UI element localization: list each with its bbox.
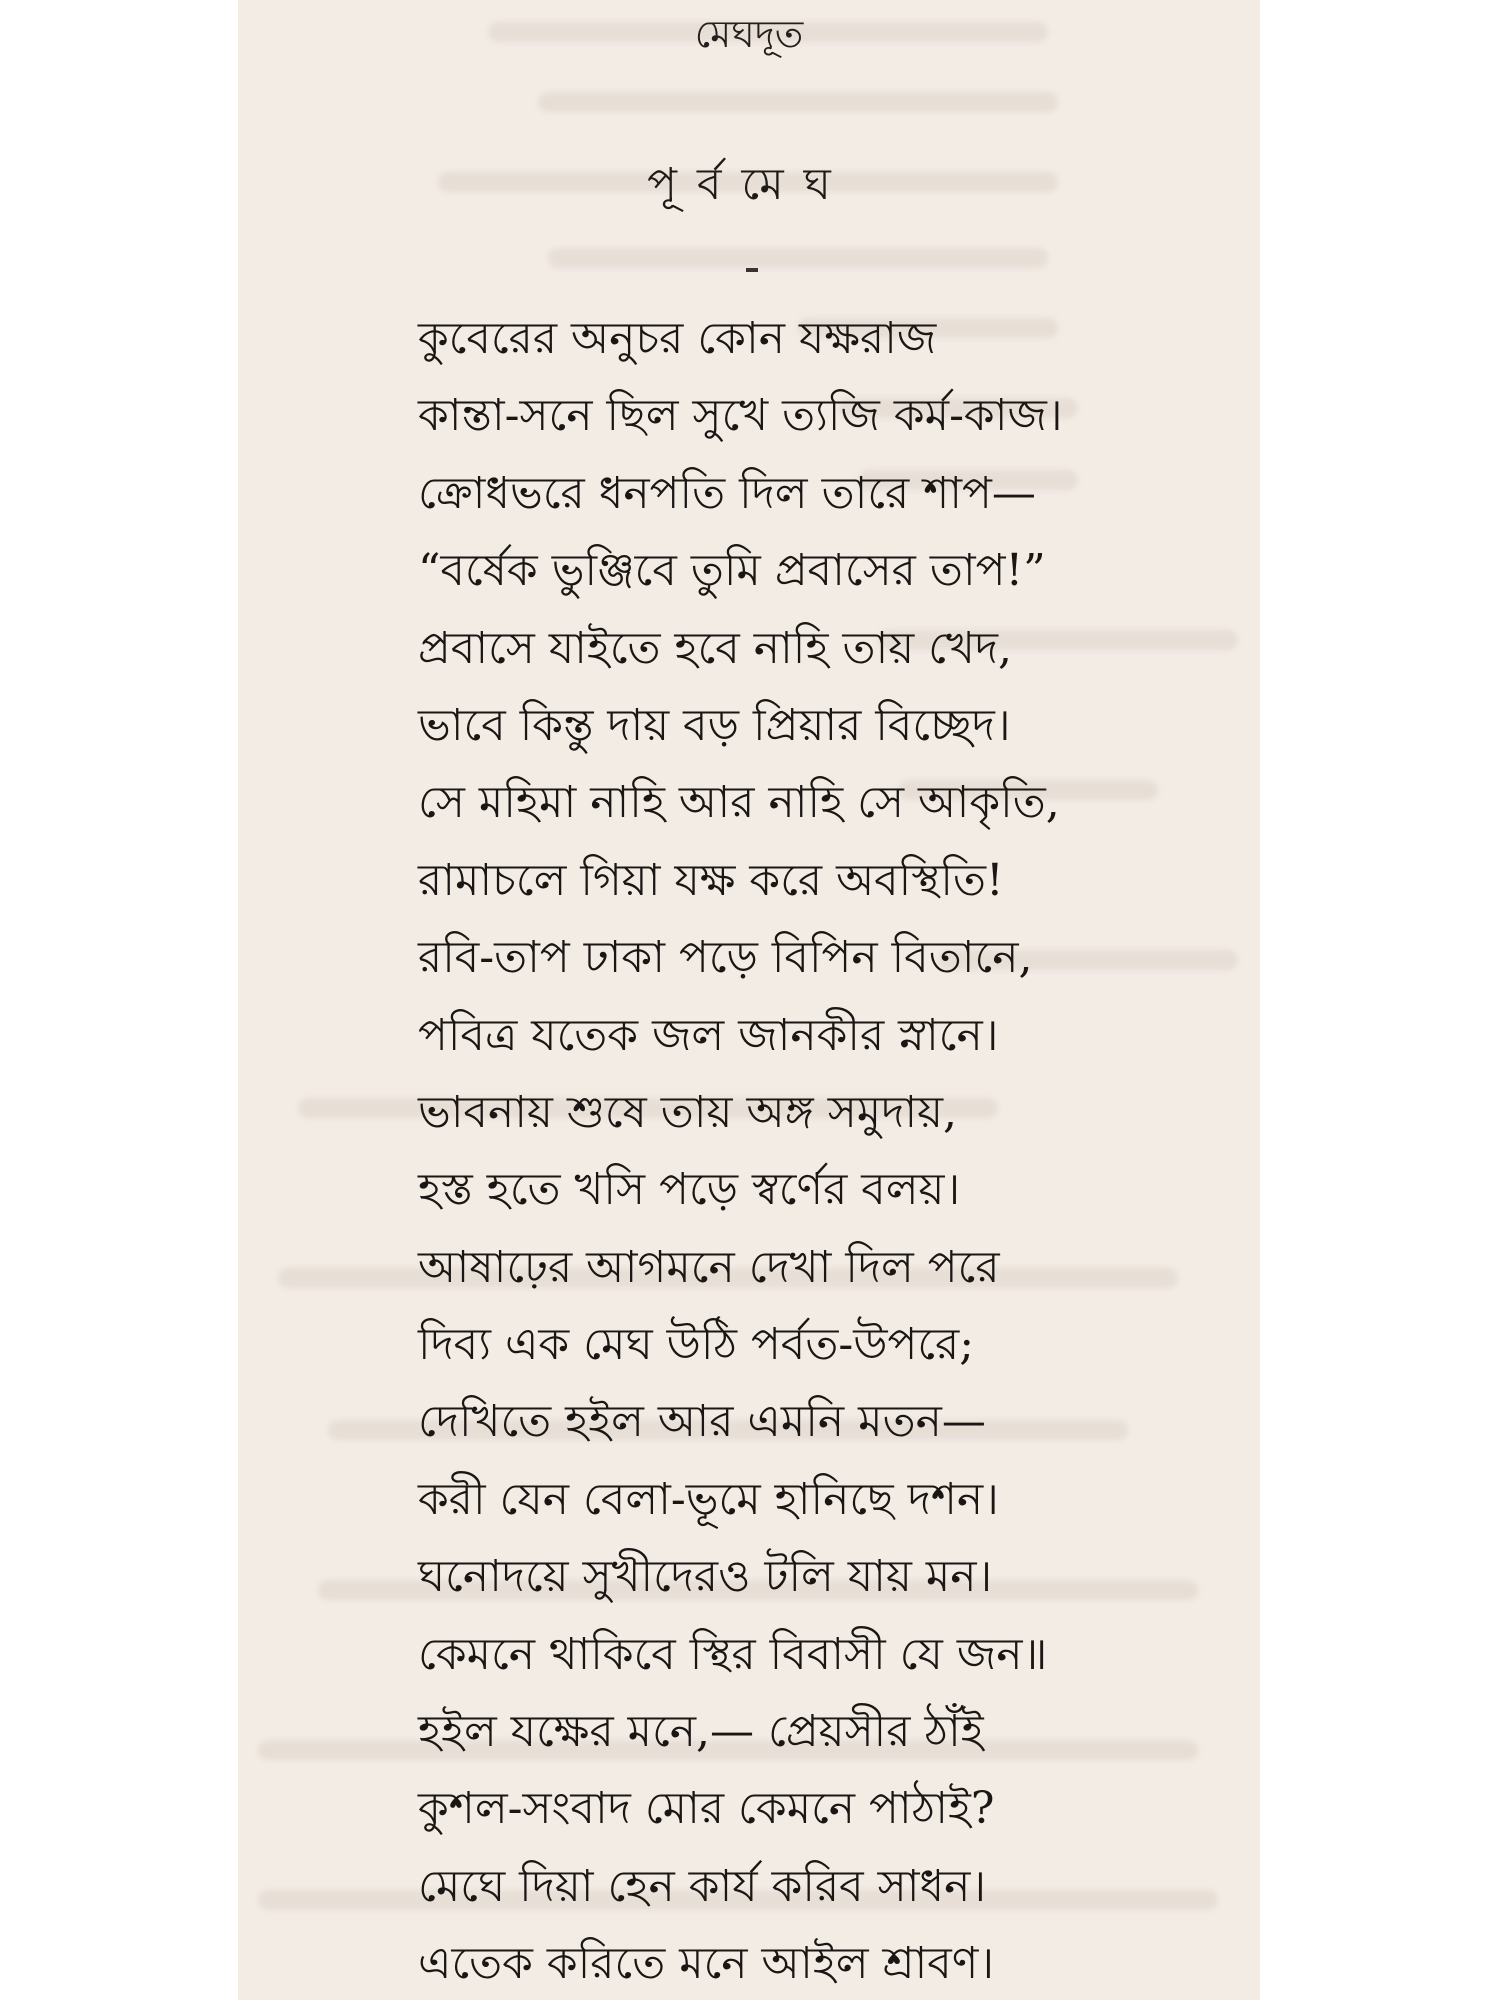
poem-line: সে মহিমা নাহি আর নাহি সে আকৃতি, bbox=[418, 777, 1060, 829]
poem-line: রামাচলে গিয়া যক্ষ করে অবস্থিতি! bbox=[418, 854, 1004, 906]
poem-line: পবিত্র যতেক জল জানকীর স্নানে। bbox=[418, 1009, 999, 1061]
poem-line: এতেক করিতে মনে আইল শ্রাবণ। bbox=[418, 1938, 995, 1990]
book-page bbox=[238, 0, 1260, 2000]
poem-line: ঘনোদয়ে সুখীদেরও টলি যায় মন। bbox=[418, 1551, 993, 1603]
poem-line: দিব্য এক মেঘ উঠি পর্বত-উপরে; bbox=[418, 1319, 975, 1371]
poem-line: ক্রোধভরে ধনপতি দিল তারে শাপ— bbox=[418, 467, 1036, 519]
poem-line: কুবেরের অনুচর কোন যক্ষরাজ bbox=[418, 313, 937, 364]
poem-line: “বর্ষেক ভুঞ্জিবে তুমি প্রবাসের তাপ!” bbox=[418, 545, 1046, 597]
poem-line: কান্তা-সনে ছিল সুখে ত্যজি কর্ম-কাজ। bbox=[418, 390, 1063, 442]
poem-line: করী যেন বেলা-ভূমে হানিছে দশন। bbox=[418, 1473, 999, 1525]
running-head: মেঘদূত bbox=[694, 12, 804, 56]
poem-line: কেমনে থাকিবে স্থির বিবাসী যে জন॥ bbox=[418, 1628, 1048, 1680]
poem-line: কুশল-সংবাদ মোর কেমনে পাঠাই? bbox=[418, 1783, 995, 1835]
poem-line: ভাবনায় শুষে তায় অঙ্গ সমুদায়, bbox=[418, 1086, 957, 1138]
poem-line: রবি-তাপ ঢাকা পড়ে বিপিন বিতানে, bbox=[418, 932, 1033, 984]
poem-line: ভাবে কিন্তু দায় বড় প্রিয়ার বিচ্ছেদ। bbox=[418, 699, 1011, 751]
poem-line: আষাঢ়ের আগমনে দেখা দিল পরে bbox=[418, 1241, 1000, 1293]
poem-body bbox=[418, 300, 1238, 2000]
poem-line: প্রবাসে যাইতে হবে নাহি তায় খেদ, bbox=[418, 622, 1013, 674]
poem-line: হস্ত হতে খসি পড়ে স্বর্ণের বলয়। bbox=[418, 1164, 961, 1216]
poem-line: হইল যক্ষের মনে,— প্রেয়সীর ঠাঁই bbox=[418, 1706, 984, 1758]
title-divider bbox=[746, 268, 758, 272]
poem-line: দেখিতে হইল আর এমনি মতন— bbox=[418, 1396, 986, 1448]
section-title: পূর্বমেঘ bbox=[647, 159, 851, 210]
poem-line: মেঘে দিয়া হেন কার্য করিব সাধন। bbox=[418, 1860, 987, 1912]
